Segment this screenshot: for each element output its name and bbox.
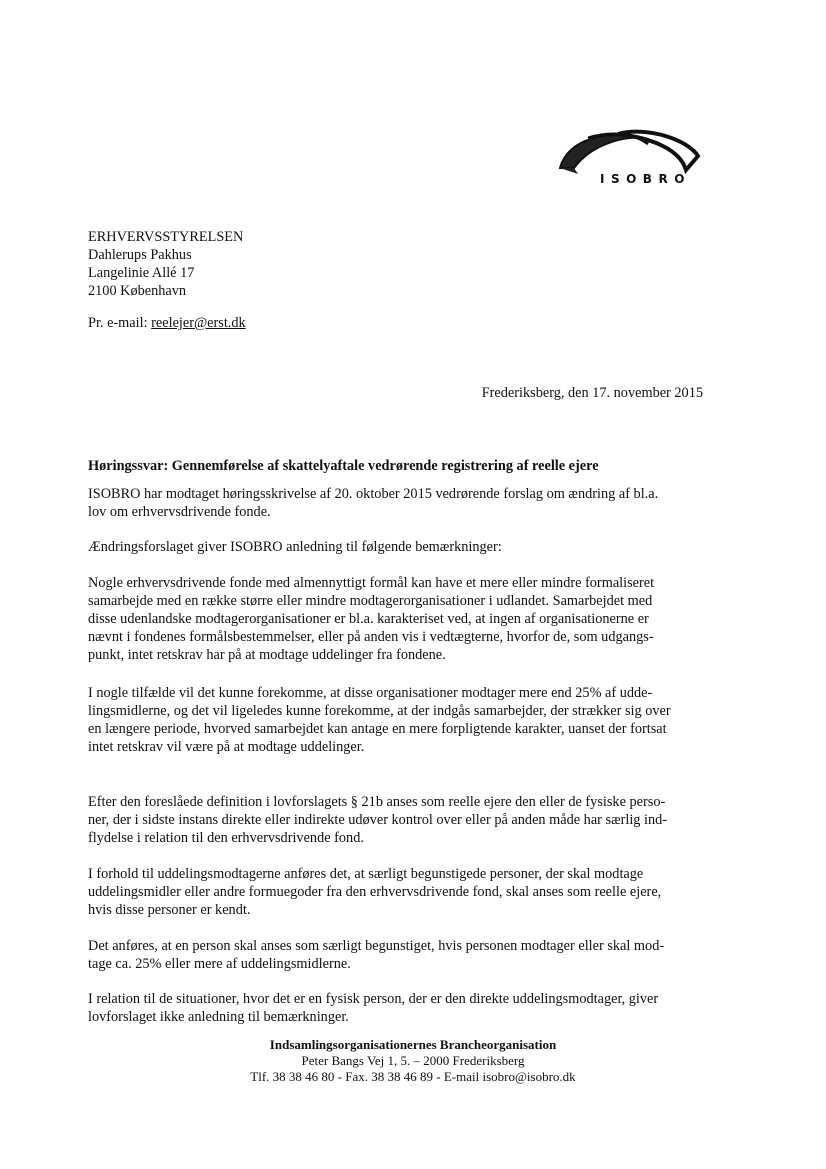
paragraph xyxy=(88,538,502,556)
paragraph xyxy=(88,684,671,756)
text-line: I nogle tilfælde vil det kunne forekomme, at disse organisationer modtager mere end 25% af udde- xyxy=(88,685,653,701)
letter-date: Frederiksberg, den 17. november 2015 xyxy=(481,385,703,401)
text-line: uddelingsmidler eller andre formuegoder fra den erhvervsdrivende fond, skal anses som reelle ejere, xyxy=(88,884,662,900)
text-line: Ændringsforslaget giver ISOBRO anledning til følgende bemærkninger: xyxy=(88,539,502,555)
isobro-logo xyxy=(548,128,718,198)
logo-text: ISOBRO xyxy=(600,172,691,186)
email-link[interactable]: reelejer@erst.dk xyxy=(151,315,246,331)
text-line: intet retskrav vil være på at modtage uddelinger. xyxy=(88,739,365,755)
text-line: hvis disse personer er kendt. xyxy=(88,902,251,918)
footer-address: Peter Bangs Vej 1, 5. – 2000 Frederiksberg xyxy=(301,1053,525,1068)
address-line: Langelinie Allé 17 xyxy=(88,265,195,281)
footer-contact: Tlf. 38 38 46 80 - Fax. 38 38 46 89 - E-mail isobro@isobro.dk xyxy=(250,1069,576,1084)
text-line: lov om erhvervsdrivende fonde. xyxy=(88,504,271,520)
recipient-email-line xyxy=(88,314,246,332)
paragraph xyxy=(88,485,658,521)
address-line: Dahlerups Pakhus xyxy=(88,247,192,263)
text-line: Efter den foreslåede definition i lovforslagets § 21b anses som reelle ejere den eller de fysiske perso- xyxy=(88,794,666,810)
letter-footer xyxy=(0,1037,826,1085)
text-line: Nogle erhvervsdrivende fonde med almennyttigt formål kan have et mere eller mindre formaliseret xyxy=(88,575,655,591)
email-label: Pr. e-mail: xyxy=(88,315,152,331)
address-line: 2100 København xyxy=(88,283,187,299)
recipient-address xyxy=(88,228,243,300)
text-line: ISOBRO har modtaget høringsskrivelse af 20. oktober 2015 vedrørende forslag om ændring af bl.a. xyxy=(88,486,659,502)
text-line: flydelse i relation til den erhvervsdrivende fond. xyxy=(88,830,364,846)
address-line: ERHVERVSSTYRELSEN xyxy=(88,229,244,245)
logo-arch-icon xyxy=(548,128,718,178)
text-line: disse udenlandske modtagerorganisationer er bl.a. karakteriset ved, at ingen af organisationerne er xyxy=(88,611,649,627)
letter-heading: Høringssvar: Gennemførelse af skattelyaftale vedrørende registrering af reelle ejere xyxy=(88,458,599,474)
text-line: I relation til de situationer, hvor det er en fysisk person, der er den direkte uddelingsmodtager, giver xyxy=(88,991,659,1007)
paragraph xyxy=(88,865,661,919)
footer-org: Indsamlingsorganisationernes Brancheorganisation xyxy=(269,1037,557,1052)
paragraph xyxy=(88,793,667,847)
text-line: samarbejde med en række større eller mindre modtagerorganisationer i udlandet. Samarbejdet med xyxy=(88,593,653,609)
paragraph xyxy=(88,990,658,1026)
paragraph xyxy=(88,937,664,973)
text-line: nævnt i fondenes formålsbestemmelser, eller på anden vis i vedtægterne, hvorfor de, som udgangs- xyxy=(88,629,654,645)
paragraph xyxy=(88,574,654,664)
text-line: en længere periode, hvorved samarbejdet kan antage en mere forpligtende karakter, uanset der fortsat xyxy=(88,721,667,737)
text-line: tage ca. 25% eller mere af uddelingsmidlerne. xyxy=(88,956,351,972)
text-line: lingsmidlerne, og det vil ligeledes kunne forekomme, at der indgås samarbejder, der strækker sig over xyxy=(88,703,671,719)
text-line: I forhold til uddelingsmodtagerne anføres det, at særligt begunstigede personer, der skal modtage xyxy=(88,866,644,882)
text-line: lovforslaget ikke anledning til bemærkninger. xyxy=(88,1009,349,1025)
text-line: Det anføres, at en person skal anses som særligt begunstiget, hvis personen modtager eller skal mod- xyxy=(88,938,665,954)
text-line: punkt, intet retskrav har på at modtage uddelinger fra fondene. xyxy=(88,647,446,663)
text-line: ner, der i sidste instans direkte eller indirekte udøver kontrol over eller på anden måde har særlig ind- xyxy=(88,812,668,828)
